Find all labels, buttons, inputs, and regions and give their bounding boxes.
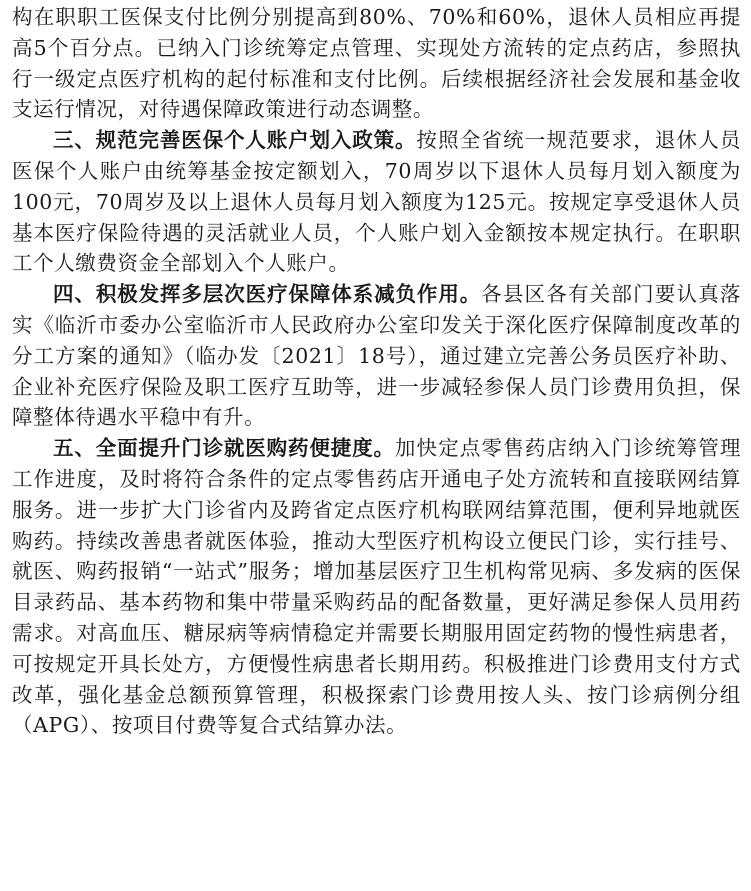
section-heading: 五、全面提升门诊就医购药便捷度。 bbox=[53, 436, 395, 461]
section-heading: 三、规范完善医保个人账户划入政策。 bbox=[53, 128, 417, 153]
paragraph-section-5 bbox=[12, 433, 741, 741]
paragraph-continued bbox=[12, 2, 741, 125]
section-heading: 四、积极发挥多层次医疗保障体系减负作用。 bbox=[53, 282, 482, 307]
paragraph-text: 加快定点零售药店纳入门诊统筹管理工作进度，及时将符合条件的定点零售药店开通电子处方流转和直接联网结算服务。进一步扩大门诊省内及跨省定点医疗机构联网结算范围，便利异地就医购药。持续改善患者就医体验，推动大型医疗机构设立便民门诊，实行挂号、就医、购药报销“一站式”服务；增加基层医疗卫生机构常见病、多发病的医保目录药品、基本药物和集中带量采购药品的配备数量，更好满足参保人员用药需求。对高血压、糖尿病等病情稳定并需要长期服用固定药物的慢性病患者，可按规定开具长处方，方便慢性病患者长期用药。积极推进门诊费用支付方式改革，强化基金总额预算管理，积极探索门诊费用按人头、按门诊病例分组（APG）、按项目付费等复合式结算办法。 bbox=[12, 436, 741, 738]
paragraph-text: 各县区各有关部门要认真落实《临沂市委办公室临沂市人民政府办公室印发关于深化医疗保障制度改革的分工方案的通知》（临办发〔2021〕18号），通过建立完善公务员医疗补助、企业补充医疗保险及职工医疗互助等，进一步减轻参保人员门诊费用负担，保障整体待遇水平稳中有升。 bbox=[12, 282, 742, 430]
paragraph-text: 按照全省统一规范要求，退休人员医保个人账户由统筹基金按定额划入，70周岁以下退休人员每月划入额度为100元，70周岁及以上退休人员每月划入额度为125元。按规定享受退休人员基本医疗保险待遇的灵活就业人员，个人账户划入金额按本规定执行。在职职工个人缴费资金全部划入个人账户。 bbox=[12, 128, 742, 276]
paragraph-section-4 bbox=[12, 279, 741, 433]
paragraph-text: 构在职职工医保支付比例分别提高到80%、70%和60%，退休人员相应再提高5个百分点。已纳入门诊统筹定点管理、实现处方流转的定点药店，参照执行一级定点医疗机构的起付标准和支付比例。后续根据经济社会发展和基金收支运行情况，对待遇保障政策进行动态调整。 bbox=[12, 5, 741, 122]
paragraph-section-3 bbox=[12, 125, 741, 279]
